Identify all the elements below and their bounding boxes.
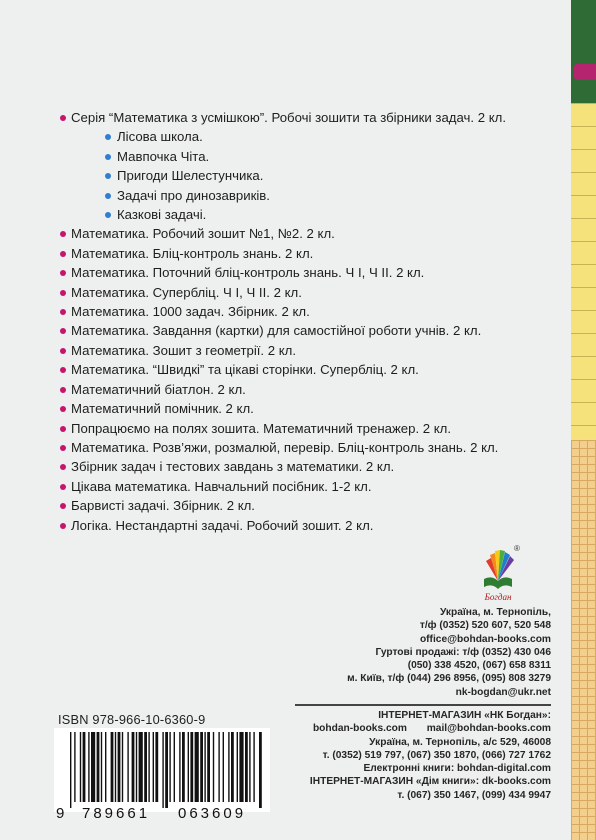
barcode-bar (127, 732, 128, 802)
barcode-bar (144, 732, 147, 802)
bookmark-tab (574, 64, 596, 80)
book-fan-icon (478, 545, 524, 605)
shop-line: т. (0352) 519 797, (067) 350 1870, (066) 727 1762 (322, 749, 551, 761)
barcode-bar (118, 732, 121, 802)
series-item: Лісова школа. (58, 127, 568, 146)
shop-line: Україна, м. Тернопіль, а/с 529, 46008 (369, 736, 551, 748)
barcode-bar (111, 732, 114, 802)
barcode-bar (237, 732, 238, 802)
barcode-bar (195, 732, 199, 802)
barcode-bar (213, 732, 214, 802)
series-item: Мавпочка Чіта. (58, 147, 568, 166)
publisher-logo (478, 545, 524, 605)
stripe-grid-block (571, 440, 596, 840)
barcode-bar (245, 732, 248, 802)
barcode-bar (165, 732, 168, 808)
barcode-bar (105, 732, 106, 802)
stripe-green-block (571, 0, 596, 103)
book-item: Математика. 1000 задач. Збірник. 2 кл. (58, 302, 568, 321)
shop-line: ІНТЕРНЕТ-МАГАЗИН «Дім книги»: dk-books.com (309, 776, 551, 788)
barcode-bar (74, 732, 75, 802)
barcode-bar (136, 732, 137, 802)
logo-text: Богдан (484, 592, 512, 602)
barcode-bar (174, 732, 175, 802)
shop-line: т. (067) 350 1467, (099) 434 9947 (397, 789, 551, 801)
barcode-bar (148, 732, 149, 802)
barcode-right-digits: 063609 (178, 805, 247, 822)
barcode-bar (101, 732, 102, 802)
contact-line: (050) 338 4520, (067) 658 8311 (407, 660, 551, 672)
barcode-bar (97, 732, 100, 802)
barcode-digits (54, 805, 270, 825)
barcode-bar (207, 732, 210, 802)
barcode-bar (80, 732, 81, 802)
shop-line: Електронні книги: bohdan-digital.com (363, 763, 551, 775)
barcode-bar (249, 732, 250, 802)
barcode-bar (115, 732, 116, 802)
barcode-bar (155, 732, 158, 802)
barcode-bar (169, 732, 170, 802)
book-item: Математичний біатлон. 2 кл. (58, 380, 568, 399)
barcode-bar (70, 732, 71, 808)
contact-line: nk-bogdan@ukr.net (455, 686, 551, 698)
series-item: Задачі про динозавриків. (58, 186, 568, 205)
contact-line: office@bohdan-books.com (419, 633, 551, 645)
isbn-label: ISBN 978-966-10-6360-9 (58, 712, 206, 727)
barcode-bar (188, 732, 189, 802)
book-item: Попрацюємо на полях зошита. Математичний тренажер. 2 кл. (58, 419, 568, 438)
stripe-lined-block (571, 103, 596, 440)
barcode-first-digit: 9 (56, 805, 65, 822)
barcode-bar (162, 732, 163, 808)
series-title: Серія “Математика з усмішкою”. Робочі зошити та збірники задач. 2 кл. (58, 108, 568, 127)
barcode-bar (231, 732, 234, 802)
barcode-bar (218, 732, 219, 802)
publisher-contacts (251, 606, 551, 699)
barcode-bar (132, 732, 135, 802)
barcode-left-digits: 789661 (82, 805, 151, 822)
barcode-bar (139, 732, 143, 802)
decorative-stripe (571, 0, 596, 840)
registered-mark: ® (514, 545, 520, 553)
book-item: Математичний помічник. 2 кл. (58, 399, 568, 418)
book-item: Математика. Розв’яжи, розмалюй, перевір. Бліц-контроль знань. 2 кл. (58, 438, 568, 457)
barcode-bar (182, 732, 185, 802)
divider (295, 704, 551, 706)
barcode-bar (153, 732, 154, 802)
shop-line: ІНТЕРНЕТ-МАГАЗИН «НК Богдан»: (378, 710, 551, 721)
book-item: Математика. “Швидкі” та цікаві сторінки. Суперб​ліц. 2 кл. (58, 360, 568, 379)
book-item: Математика. Завдання (картки) для самостійної роботи учнів. 2 кл. (58, 321, 568, 340)
barcode-bar (122, 732, 123, 802)
barcode-bars (54, 728, 270, 812)
barcode-bar (223, 732, 224, 802)
book-item: Математика. Робочий зошит №1, №2. 2 кл. (58, 224, 568, 243)
barcode-bar (204, 732, 205, 802)
book-item: Математика. Поточний бліц-контроль знань. Ч І, Ч ІІ. 2 кл. (58, 263, 568, 282)
contact-line: Гуртові продажі: т/ф (0352) 430 046 (375, 646, 551, 658)
contact-line: Україна, м. Тернопіль, (439, 607, 551, 618)
shop-line: bohdan-books.com mail@bohdan-books.com (312, 723, 551, 735)
barcode-bar (88, 732, 89, 802)
online-shop-info (251, 709, 551, 802)
contact-line: т/ф (0352) 520 607, 520 548 (419, 620, 551, 632)
book-item: Цікава математика. Навчальний посібник. 1-2 кл. (58, 477, 568, 496)
book-item: Барвисті задачі. Збірник. 2 кл. (58, 496, 568, 515)
book-item: Збірник задач і тестових завдань з математики. 2 кл. (58, 457, 568, 476)
barcode-bar (91, 732, 95, 802)
book-item: Математика. Супербліц. Ч І, Ч ІІ. 2 кл. (58, 283, 568, 302)
series-item: Казкові задачі. (58, 205, 568, 224)
barcode-bar (200, 732, 203, 802)
barcode (54, 728, 270, 812)
book-item: Математика. Бліц-контроль знань. 2 кл. (58, 244, 568, 263)
barcode-bar (228, 732, 229, 802)
barcode-bar (239, 732, 243, 802)
book-list (58, 108, 568, 535)
series-item: Пригоди Шелестунчика. (58, 166, 568, 185)
book-item: Математика. Зошит з геометрії. 2 кл. (58, 341, 568, 360)
book-item: Логіка. Нестандартні задачі. Робочий зошит. 2 кл. (58, 516, 568, 535)
barcode-bar (253, 732, 254, 802)
barcode-bar (259, 732, 262, 808)
contact-line: м. Київ, т/ф (044) 296 8956, (095) 808 3279 (347, 673, 551, 685)
barcode-bar (83, 732, 86, 802)
barcode-bar (179, 732, 180, 802)
barcode-bar (190, 732, 193, 802)
